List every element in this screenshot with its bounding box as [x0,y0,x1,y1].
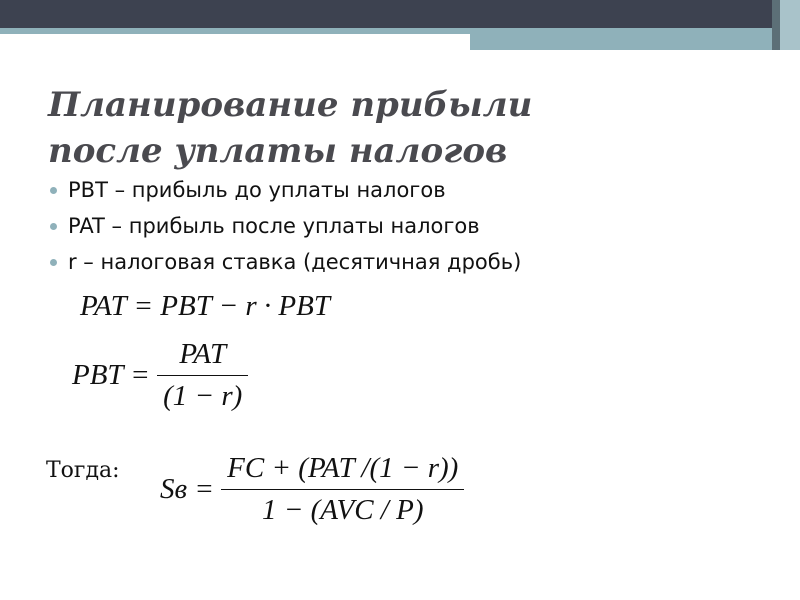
formula-lhs: PAT [80,290,127,322]
formula-lhs-text: Sв [160,473,188,505]
then-label: Тогда: [46,458,120,483]
list-item-text: PAT – прибыль после уплаты налогов [68,214,480,238]
header-edge-accent [780,0,800,50]
list-item-text: r – налоговая ставка (десятичная дробь) [68,250,522,274]
bullet-icon [50,187,57,194]
formula-pbt [72,338,248,413]
fraction-numerator: FC + (PAT /(1 − r)) [227,452,459,484]
list-item [50,172,521,208]
slide-title-line-1: Планирование прибыли [48,85,533,125]
fraction-numerator: PAT [179,338,227,370]
bullet-icon [50,259,57,266]
equals-sign: = [123,359,150,391]
formula-lhs-text: PBT [72,359,124,391]
definitions-list [50,172,521,280]
bullet-icon [50,223,57,230]
formula-pat [80,290,330,323]
list-item [50,208,521,244]
formula-breakeven [160,452,464,527]
equals-sign: = [187,473,214,505]
fraction [221,452,464,527]
equals-sign: = [126,290,161,322]
slide-title [48,82,728,174]
fraction [157,338,248,413]
fraction-denominator: (1 − r) [157,375,248,413]
header-accent-strip [0,28,470,34]
slide-title-line-2: после уплаты налогов [48,131,508,171]
formula-lhs [72,359,150,392]
formula-rhs: PBT − r · PBT [160,290,330,322]
formula-lhs [160,473,214,506]
header-edge-dark [772,0,780,50]
list-item-text: PBT – прибыль до уплаты налогов [68,178,446,202]
header-bar [0,0,800,28]
fraction-denominator: 1 − (AVC / P) [221,489,464,527]
header-accent-block [470,28,780,50]
list-item [50,244,521,280]
